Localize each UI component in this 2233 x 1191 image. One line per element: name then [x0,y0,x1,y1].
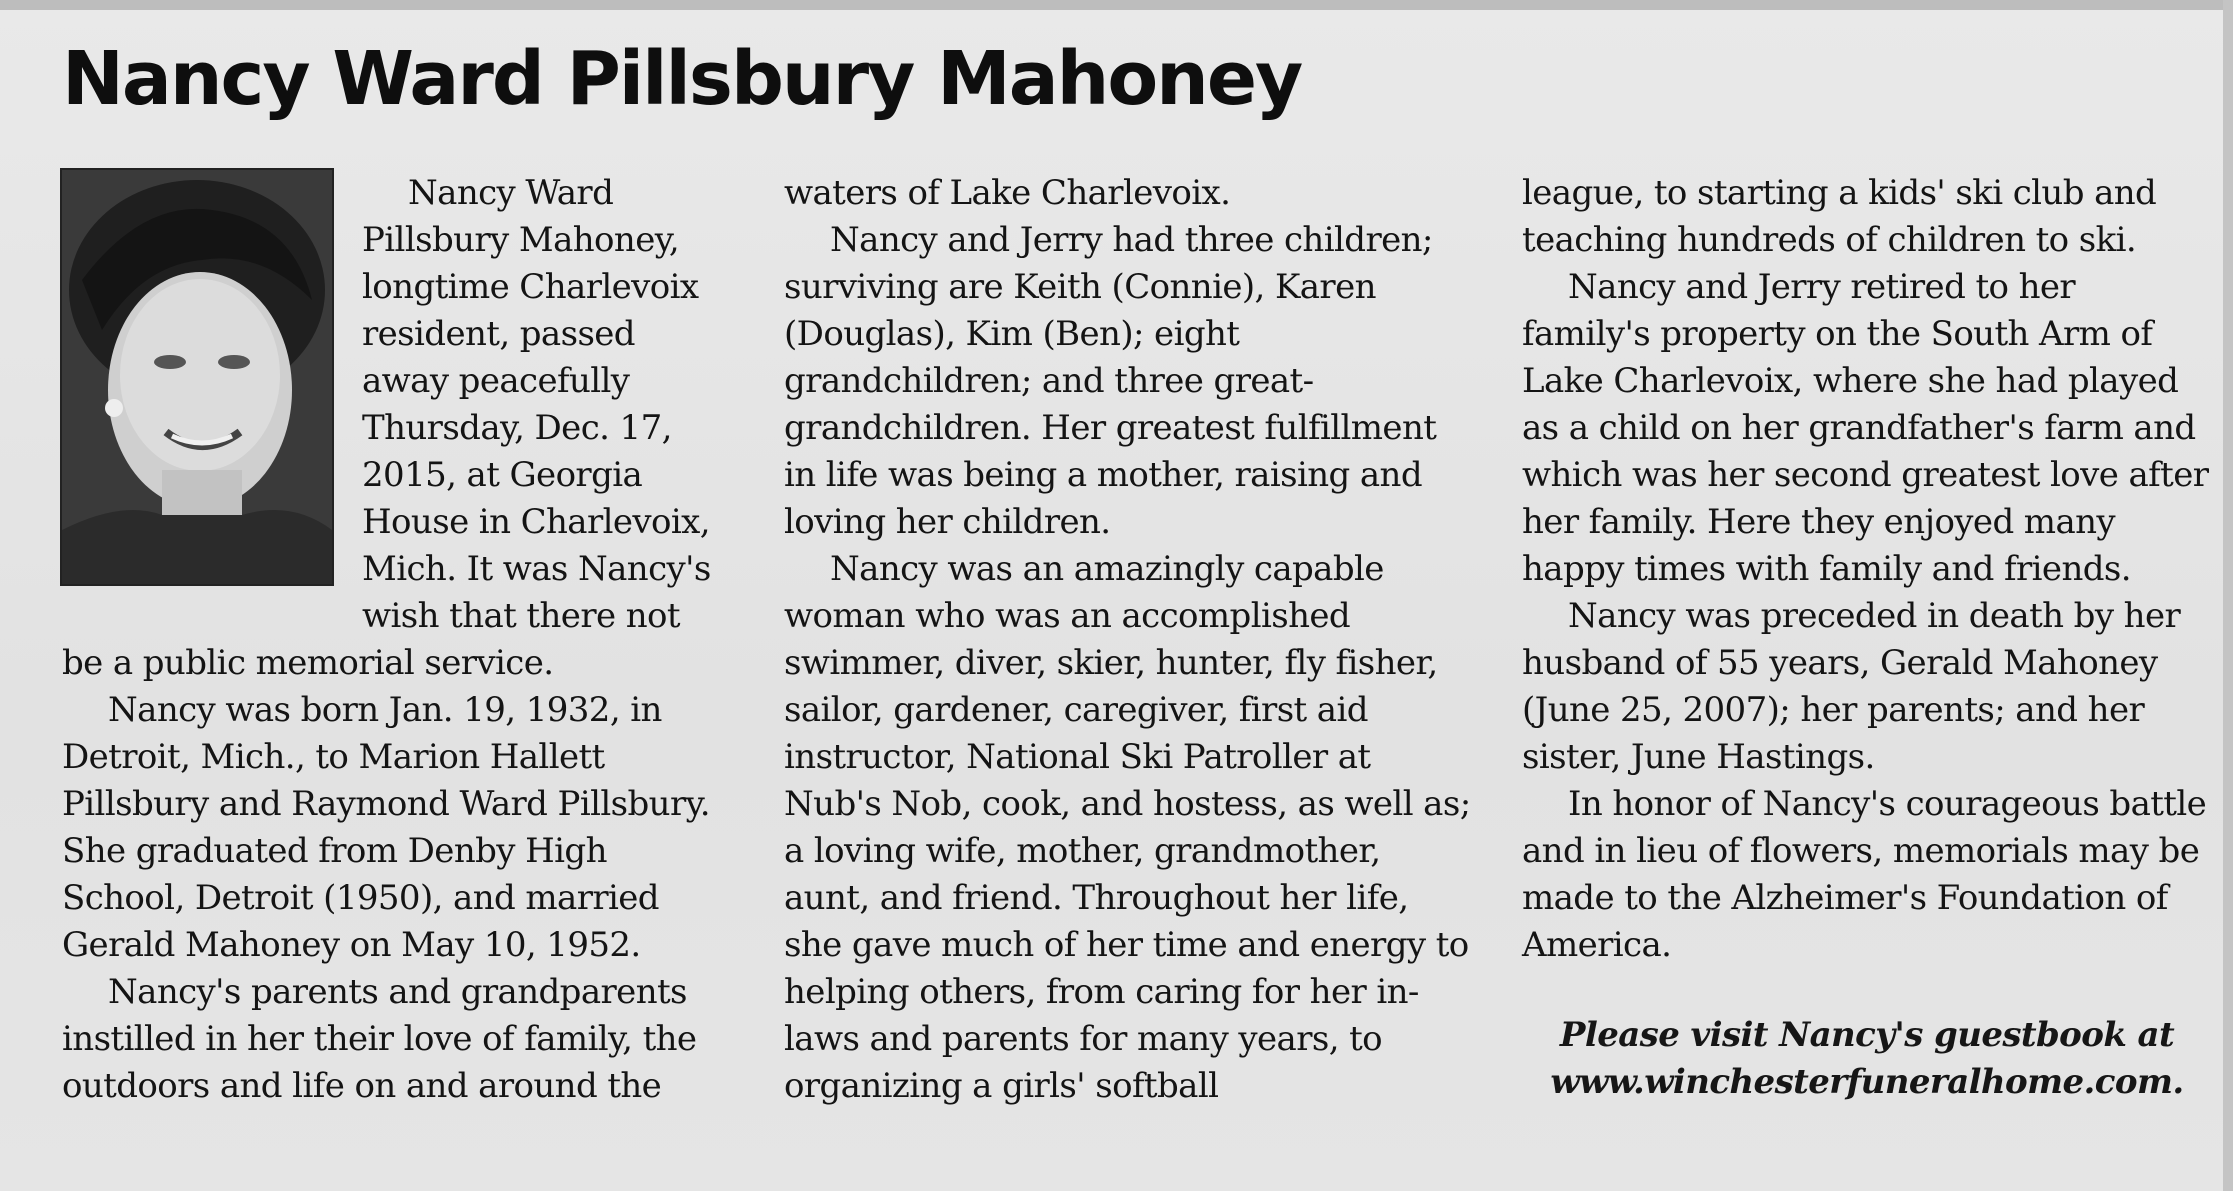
paragraph: Nancy was an amazingly capable woman who was an accomplished swimmer, diver, skier, hunter, fly fisher, sailor, gardener, caregiver, first aid instructor, National Ski Patroller at Nub's Nob, cook, and hostess, as well as; a loving wife, mother, grandmother, aunt, and friend. Throughout her life, she gave much of her time and energy to helping others, from caring for her in-laws and parents for many years, to organizing a girls' softball [784,549,1471,1106]
guestbook-line: Please visit Nancy's guestbook at [1559,1015,2175,1055]
paragraph: Nancy's parents and grandparents instilled in her their love of family, the outdoors and life on and around the [62,972,697,1106]
scan-edge [2223,0,2233,1191]
guestbook-note [1522,1012,2212,1106]
obituary-headline: Nancy Ward Pillsbury Mahoney [62,36,1302,122]
scan-edge [0,0,2233,10]
text-column-3 [1522,170,2212,969]
paragraph: Nancy and Jerry retired to her family's property on the South Arm of Lake Charlevoix, where she had played as a child on her grandfather's farm and which was her second greatest love after her family. Here they enjoyed many happy times with family and friends. [1522,267,2209,589]
paragraph: In honor of Nancy's courageous battle and in lieu of flowers, memorials may be made to the Alzheimer's Foundation of America. [1522,784,2207,965]
paragraph: Nancy was preceded in death by her husband of 55 years, Gerald Mahoney (June 25, 2007); her parents; and her sister, June Hastings. [1522,596,2181,777]
paragraph: league, to starting a kids' ski club and teaching hundreds of children to ski. [1522,173,2157,260]
paragraph: Nancy was born Jan. 19, 1932, in Detroit, Mich., to Marion Hallett Pillsbury and Raymond Ward Pillsbury. She graduated from Denby High School, Detroit (1950), and married Gerald Mahoney on May 10, 1952. [62,690,710,965]
guestbook-url[interactable]: www.winchesterfuneralhome.com. [1550,1062,2184,1102]
text-column-2 [784,170,1474,1110]
photo-spacer [62,170,362,638]
paragraph: Nancy and Jerry had three children; surviving are Keith (Connie), Karen (Douglas), Kim (Ben); eight grandchildren; and three great-grandchildren. Her greatest fulfillment in life was being a mother, raising and loving her children. [784,220,1437,542]
text-column-1 [62,170,724,1110]
paragraph: waters of Lake Charlevoix. [784,173,1231,213]
paragraph: Nancy Ward Pillsbury Mahoney, longtime Charlevoix resident, passed away peacefully Thursday, Dec. 17, 2015, at Georgia House in Charlevoix, Mich. It was Nancy's wish that there not be a public memorial service. [62,173,711,683]
